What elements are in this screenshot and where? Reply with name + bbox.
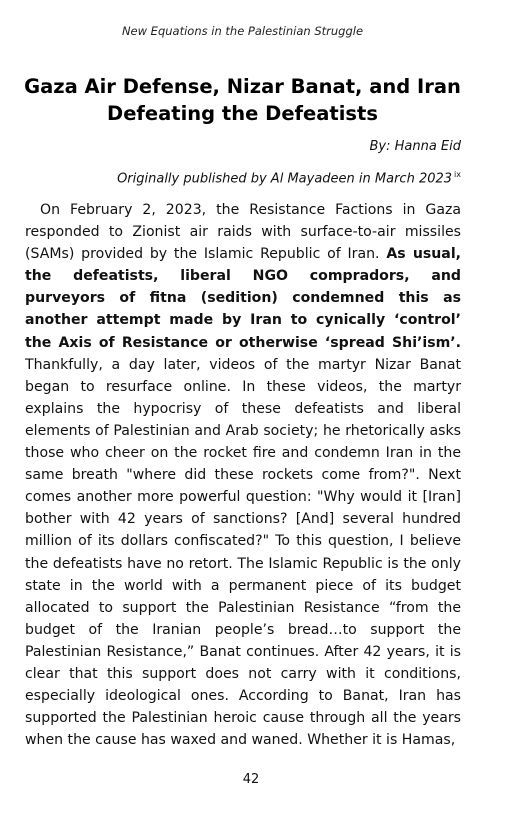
author-byline: By: Hanna Eid xyxy=(369,139,461,154)
body-text-intro: On February 2, 2023, the Resistance Factions in Gaza responded to Zionist air raids with surface-to-air missiles (SAMs) provided by the Islamic Republic of Iran. xyxy=(25,202,461,263)
article-title xyxy=(0,73,485,127)
footnote-reference: ix xyxy=(454,170,461,179)
publication-text: Originally published by Al Mayadeen in March 2023 xyxy=(117,171,453,187)
running-header: New Equations in the Palestinian Struggle xyxy=(121,24,364,38)
article-title-line-2: Defeating the Defeatists xyxy=(107,102,378,125)
publication-note xyxy=(117,170,461,186)
page-number: 42 xyxy=(242,772,260,787)
body-text-bold: As usual, the defeatists, liberal NGO compradors, and purveyors of fitna (sedition) condemned this as another attempt made by Iran to cynically ‘control’ the Axis of Resistance or otherwise ‘spread Shi’ism’. xyxy=(25,246,462,351)
body-text-rest: Thankfully, a day later, videos of the martyr Nizar Banat began to resurface online. In these videos, the martyr explains the hypocrisy of these defeatists and liberal elements of Palestinian and Arab society; he rhetorically asks those who cheer on the rocket fire and condemn Iran in the same breath "where did these rockets come from?". Next comes another more powerful question: "Why would it [Iran] bother with 42 years of sanctions? [And] several hundred million of its dollars confiscated?" To this question, I believe the defeatists have no retort. The Islamic Republic is the only state in the world with a permanent piece of its budget allocated to support the Palestinian Resistance “from the budget of the Iranian people’s bread…to support the Palestinian Resistance,” Banat continues. After 42 years, it is clear that this support does not carry with it conditions, especially ideological ones. According to Banat, Iran has supported the Palestinian heroic cause through all the years when the cause has waxed and waned. Whether it is Hamas, xyxy=(25,356,461,749)
article-title-line-1: Gaza Air Defense, Nizar Banat, and Iran xyxy=(24,75,461,98)
article-body xyxy=(25,199,461,751)
